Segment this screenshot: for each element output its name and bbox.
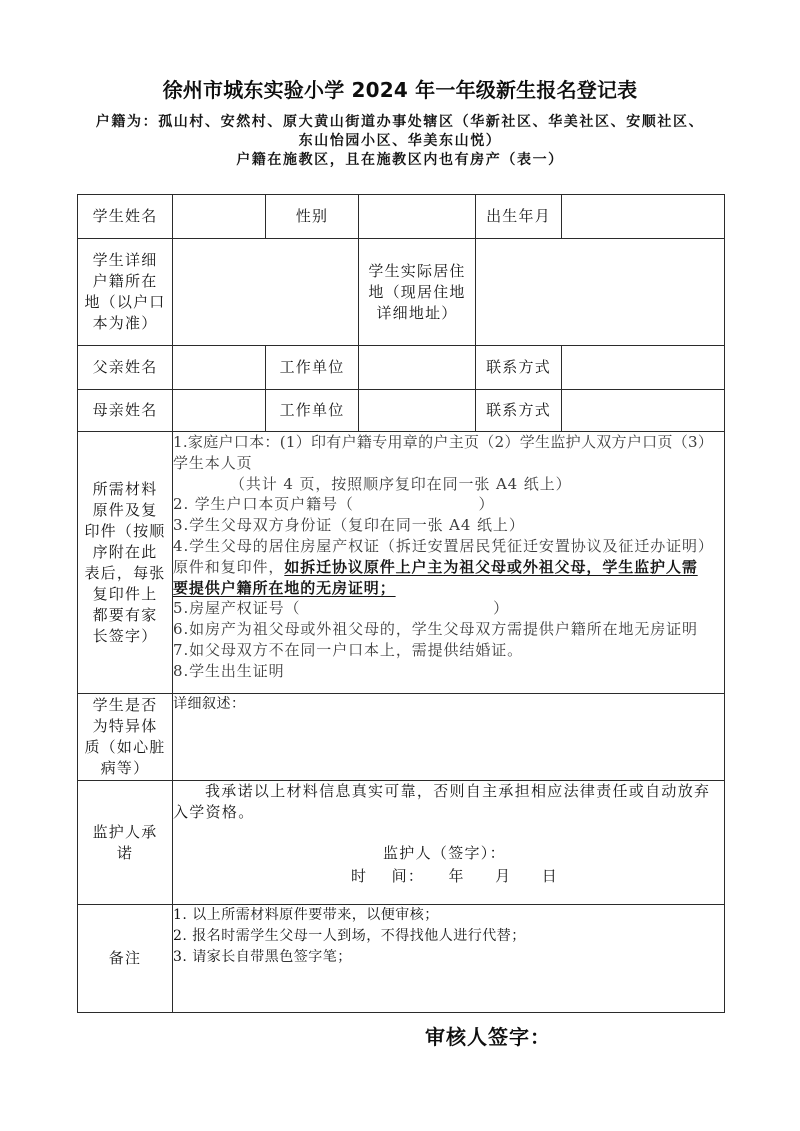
registration-table — [77, 194, 725, 1013]
pledge-date-label: 时 间： 年 月 日 — [351, 867, 559, 885]
guardian-signature-label: 监护人（签字）： — [383, 844, 506, 862]
materials-label-line: 表后，每张 — [84, 563, 166, 582]
materials-label-line: 都要有家 — [92, 605, 158, 624]
special-constitution-field — [173, 694, 725, 781]
guardian-pledge-content — [173, 781, 725, 905]
mother-name-field — [173, 390, 266, 432]
mother-employer-field — [359, 390, 476, 432]
father-contact-field — [562, 346, 725, 390]
special-constitution-row — [78, 694, 725, 781]
guardian-pledge-label-line: 监护人承 — [92, 822, 158, 841]
father-employer-field — [359, 346, 476, 390]
mother-employer-label: 工作单位 — [266, 390, 359, 432]
father-name-field — [173, 346, 266, 390]
materials-label-line: 复印件上 — [92, 584, 158, 603]
materials-label-line: 序附在此 — [92, 542, 158, 561]
materials-item-1-continued: 学生本人页 — [173, 453, 253, 472]
residence-address-field — [476, 239, 725, 346]
father-row — [78, 346, 725, 390]
remarks-label: 备注 — [78, 905, 173, 1013]
materials-item-4-emphasis-continued — [173, 578, 724, 599]
address-row — [78, 239, 725, 346]
materials-item-1-note: （共计 4 页，按照顺序复印在同一张 A4 纸上） — [230, 474, 572, 493]
residence-address-label-line: 详细地址） — [376, 303, 458, 322]
special-constitution-label — [78, 694, 173, 781]
father-employer-label: 工作单位 — [266, 346, 359, 390]
student-name-label: 学生姓名 — [78, 195, 173, 239]
guardian-pledge-label — [78, 781, 173, 905]
household-address-label-line: 学生详细 — [92, 251, 158, 269]
form-title: 徐州市城东实验小学 2024 年一年级新生报名登记表 — [162, 78, 638, 102]
materials-item-4-emphasis-end: 要提供户籍所在地的无房证明； — [173, 578, 396, 597]
household-address-label — [78, 239, 173, 346]
household-scope-line-2: 东山怡园小区、华美东山悦） — [298, 133, 502, 149]
materials-label-line: 所需材料 — [92, 479, 158, 498]
pledge-statement-line: 我承诺以上材料信息真实可靠，否则自主承担相应法律责任或自动放弃 — [205, 782, 711, 800]
materials-item-5: 5.房屋产权证号（ ） — [173, 599, 510, 618]
special-constitution-label-line: 学生是否 — [92, 696, 158, 714]
reviewer-signature-label: 审核人签字： — [425, 1025, 551, 1049]
gender-label: 性别 — [266, 195, 359, 239]
remarks-list — [173, 905, 725, 1013]
materials-item-2: 2. 学生户口本页户籍号（ ） — [173, 495, 495, 514]
remarks-item: 1. 以上所需材料原件要带来，以便审核； — [173, 907, 439, 923]
household-address-label-line: 本为准） — [92, 314, 158, 332]
materials-label-line: 长签字） — [92, 626, 158, 645]
materials-label — [78, 432, 173, 694]
household-address-label-line: 户籍所在 — [92, 272, 158, 290]
detailed-description-prompt: 详细叙述： — [173, 696, 246, 712]
guardian-pledge-row — [78, 781, 725, 905]
materials-item-4-originals: 原件和复印件， — [173, 557, 285, 576]
materials-item-6: 6.如房产为祖父母或外祖父母的，学生父母双方需提供户籍所在地无房证明 — [173, 620, 698, 639]
materials-item-1: 1.家庭户口本：(1）印有户籍专用章的户主页（2）学生监护人双方户口页（3） — [173, 433, 714, 451]
eligibility-header — [0, 113, 800, 170]
materials-label-line: 印件（按顺 — [84, 521, 166, 540]
household-scope-line-1: 户籍为：孤山村、安然村、原大黄山街道办事处辖区（华新社区、华美社区、安顺社区、 — [95, 114, 705, 130]
mother-row — [78, 390, 725, 432]
materials-item-8: 8.学生出生证明 — [173, 661, 285, 680]
materials-item-7: 7.如父母双方不在同一户口本上，需提供结婚证。 — [173, 640, 524, 659]
father-contact-label: 联系方式 — [476, 346, 562, 390]
pledge-statement-line: 入学资格。 — [173, 803, 255, 821]
materials-label-line: 原件及复 — [92, 500, 158, 519]
materials-row — [78, 432, 725, 694]
remarks-row — [78, 905, 725, 1013]
mother-contact-label: 联系方式 — [476, 390, 562, 432]
special-constitution-label-line: 质（如心脏 — [84, 738, 166, 756]
birth-date-label: 出生年月 — [476, 195, 562, 239]
special-constitution-label-line: 为特异体 — [92, 717, 158, 735]
remarks-item: 2. 报名时需学生父母一人到场，不得找他人进行代替； — [173, 928, 526, 944]
residence-address-label-line: 地（现居住地 — [368, 282, 466, 301]
eligibility-condition: 户籍在施教区，且在施教区内也有房产（表一） — [236, 152, 564, 168]
materials-item-4-emphasis: 如拆迁协议原件上户主为祖父母或外祖父母，学生监护人需 — [284, 557, 698, 576]
remarks-item: 3. 请家长自带黑色签字笔； — [173, 949, 352, 965]
gender-field — [359, 195, 476, 239]
materials-item-4-continued — [173, 557, 724, 578]
materials-item-4: 4.学生父母的居住房屋产权证（拆迁安置居民凭征迁安置协议及征迁办证明） — [173, 536, 714, 555]
student-basic-row — [78, 195, 725, 239]
father-name-label: 父亲姓名 — [78, 346, 173, 390]
household-address-field — [173, 239, 359, 346]
materials-item-3: 3.学生父母双方身份证（复印在同一张 A4 纸上） — [173, 516, 525, 535]
guardian-pledge-label-line: 诺 — [116, 843, 134, 862]
mother-contact-field — [562, 390, 725, 432]
student-name-field — [173, 195, 266, 239]
mother-name-label: 母亲姓名 — [78, 390, 173, 432]
residence-address-label-line: 学生实际居住 — [368, 261, 466, 280]
materials-list — [173, 432, 725, 694]
household-address-label-line: 地（以户口 — [84, 293, 166, 311]
special-constitution-label-line: 病等） — [100, 759, 150, 777]
residence-address-label — [359, 239, 476, 346]
birth-date-field — [562, 195, 725, 239]
